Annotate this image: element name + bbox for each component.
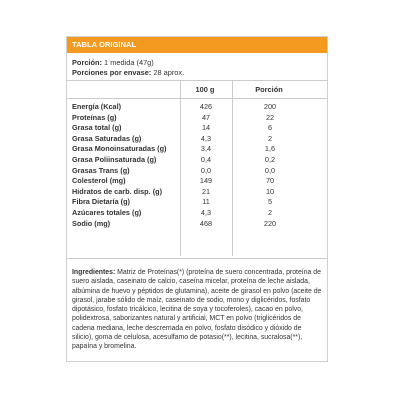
nutrient-label: Colesterol (mg)	[72, 176, 126, 186]
value-per-100g: 21	[201, 186, 211, 196]
table-row	[66, 219, 328, 230]
value-per-portion: 2	[267, 207, 273, 217]
value-per-portion: 70	[265, 176, 275, 186]
value-per-100g: 468	[199, 218, 213, 228]
value-per-portion: 0,2	[264, 154, 276, 164]
table-row	[66, 208, 328, 219]
nutrition-table	[66, 81, 328, 256]
ingredients-section	[66, 258, 328, 352]
value-per-portion: 6	[267, 123, 273, 133]
nutrient-label: Grasa total (g)	[72, 123, 122, 133]
value-per-portion: 5	[267, 197, 273, 207]
column-header-100g: 100 g	[195, 85, 215, 94]
nutrient-label: Fibra Dietaría (g)	[72, 197, 130, 207]
value-per-portion: 1,6	[264, 144, 276, 154]
value-per-100g: 4,3	[200, 133, 212, 143]
value-per-100g: 4,3	[200, 207, 212, 217]
nutrient-label: Hidratos de carb. disp. (g)	[72, 186, 163, 196]
value-per-100g: 0,0	[200, 165, 212, 175]
per-container-value: 28 aprox.	[151, 67, 185, 77]
value-per-100g: 3,4	[200, 144, 212, 154]
value-per-100g: 47	[201, 112, 211, 122]
value-per-portion: 220	[263, 218, 277, 228]
portion-line	[72, 58, 322, 68]
table-row	[66, 166, 328, 177]
nutrient-label: Proteínas (g)	[72, 112, 117, 122]
nutrient-label: Energía (Kcal)	[72, 102, 122, 111]
value-per-portion: 2	[267, 133, 273, 143]
table-body	[66, 99, 328, 229]
nutrition-facts-panel	[66, 36, 328, 362]
nutrient-label: Grasa Saturadas (g)	[72, 133, 142, 143]
table-column-headers	[66, 81, 328, 99]
value-per-portion: 10	[265, 186, 275, 196]
table-row	[66, 113, 328, 124]
value-per-portion: 22	[265, 112, 275, 122]
table-row	[66, 102, 328, 113]
table-row	[66, 144, 328, 155]
nutrient-label: Grasa Monoinsaturadas (g)	[72, 144, 167, 154]
column-header-portion: Porción	[255, 85, 283, 94]
value-per-portion: 0,0	[264, 165, 276, 175]
ingredients-text: Matriz de Proteínas(*) (proteína de suero concentrada, proteína de suero aislada, caseinato de calcio, caseína micelar, proteína de leche aislada, albúmina de huevo y péptidos de glutamina), aceite de girasol en polvo (aceite de girasol, jarabe sólido de maíz, caseinato de sodio, mono y diglicéridos, fosfato dipotásico, fosfato tricálcico, lecitina de soya y tocoferoles), cacao en polvo, polidextrosa, saborizantes natural y artificial, MCT en polvo (triglicéridos de cadena mediana, leche descremada en polvo, fosfato disódico y dióxido de silicio), goma de celulosa, acesulfamo de potasio(**), lecitina, sucralosa(**), papaína y bromelina.	[72, 269, 322, 351]
table-row	[66, 187, 328, 198]
nutrient-label: Grasa Poliinsaturada (g)	[72, 154, 157, 164]
value-per-100g: 14	[201, 123, 211, 133]
nutrient-label: Azúcares totales (g)	[72, 207, 142, 217]
serving-info	[66, 53, 328, 81]
table-row	[66, 176, 328, 187]
table-row	[66, 197, 328, 208]
value-per-portion: 200	[263, 102, 277, 111]
value-per-100g: 0,4	[200, 154, 212, 164]
per-container-line	[72, 68, 322, 78]
ingredients-label: Ingredientes:	[72, 269, 116, 276]
table-header-title: TABLA ORIGINAL	[66, 36, 328, 53]
table-row	[66, 123, 328, 134]
nutrient-label: Grasas Trans (g)	[72, 165, 130, 175]
nutrient-label: Sodio (mg)	[72, 218, 111, 228]
portion-label: Porción:	[72, 58, 102, 67]
value-per-100g: 11	[202, 197, 210, 207]
value-per-100g: 426	[199, 102, 213, 111]
value-per-100g: 149	[199, 176, 213, 186]
table-row	[66, 155, 328, 166]
table-row	[66, 134, 328, 145]
portion-value: 1 medida (47g)	[101, 58, 154, 67]
per-container-label: Porciones por envase:	[72, 67, 152, 77]
